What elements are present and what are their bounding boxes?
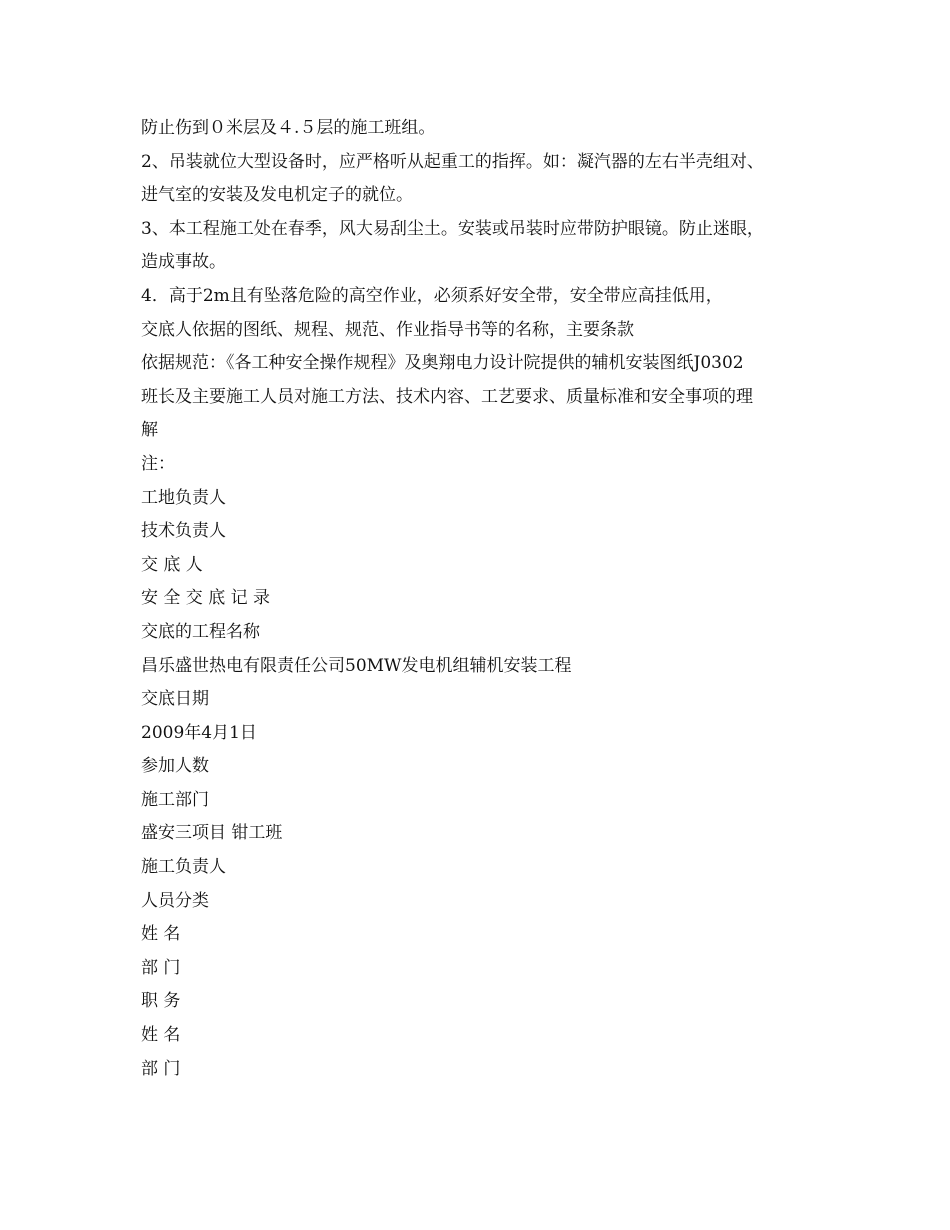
project-name-value: 昌乐盛世热电有限责任公司50MW发电机组辅机安装工程 xyxy=(141,655,572,676)
briefing-date-value: 2009年4月1日 xyxy=(141,722,257,743)
text-line: 解 xyxy=(141,420,158,441)
briefing-date-label: 交底日期 xyxy=(141,689,209,710)
text-line: 4．高于2m且有坠落危险的高空作业，必须系好安全带，安全带应高挂低用， xyxy=(141,285,723,306)
document-body xyxy=(141,112,841,1086)
briefer-label: 交 底 人 xyxy=(141,554,203,575)
technical-manager-label: 技术负责人 xyxy=(141,521,226,542)
text-line: 3、本工程施工处在春季，风大易刮尘土。安装或吊装时应带防护眼镜。防止迷眼， xyxy=(141,218,764,239)
text-line: 交底人依据的图纸、规程、规范、作业指导书等的名称，主要条款 xyxy=(141,319,634,340)
name-label: 姓 名 xyxy=(141,924,181,945)
name-label: 姓 名 xyxy=(141,1025,181,1046)
project-name-label: 交底的工程名称 xyxy=(141,621,260,642)
position-label: 职 务 xyxy=(141,991,181,1012)
attendee-count-label: 参加人数 xyxy=(141,756,209,777)
text-line: 班长及主要施工人员对施工方法、技术内容、工艺要求、质量标准和安全事项的理 xyxy=(141,386,753,407)
construction-manager-label: 施工负责人 xyxy=(141,857,226,878)
note-label: 注： xyxy=(141,453,175,474)
text-line: 2、吊装就位大型设备时，应严格听从起重工的指挥。如：凝汽器的左右半壳组对、 xyxy=(141,151,764,172)
record-title: 安 全 交 底 记 录 xyxy=(141,588,271,609)
department-label: 部 门 xyxy=(141,1058,181,1079)
site-manager-label: 工地负责人 xyxy=(141,487,226,508)
text-line: 依据规范：《各工种安全操作规程》及奥翔电力设计院提供的辅机安装图纸J0302 xyxy=(141,353,744,374)
personnel-category-label: 人员分类 xyxy=(141,890,209,911)
text-line: 造成事故。 xyxy=(141,252,226,273)
construction-department-label: 施工部门 xyxy=(141,789,209,810)
department-label: 部 门 xyxy=(141,957,181,978)
text-line: 防止伤到０米层及４.５层的施工班组。 xyxy=(141,118,436,138)
construction-department-value: 盛安三项目 钳工班 xyxy=(141,823,283,844)
text-line: 进气室的安装及发电机定子的就位。 xyxy=(141,185,413,206)
